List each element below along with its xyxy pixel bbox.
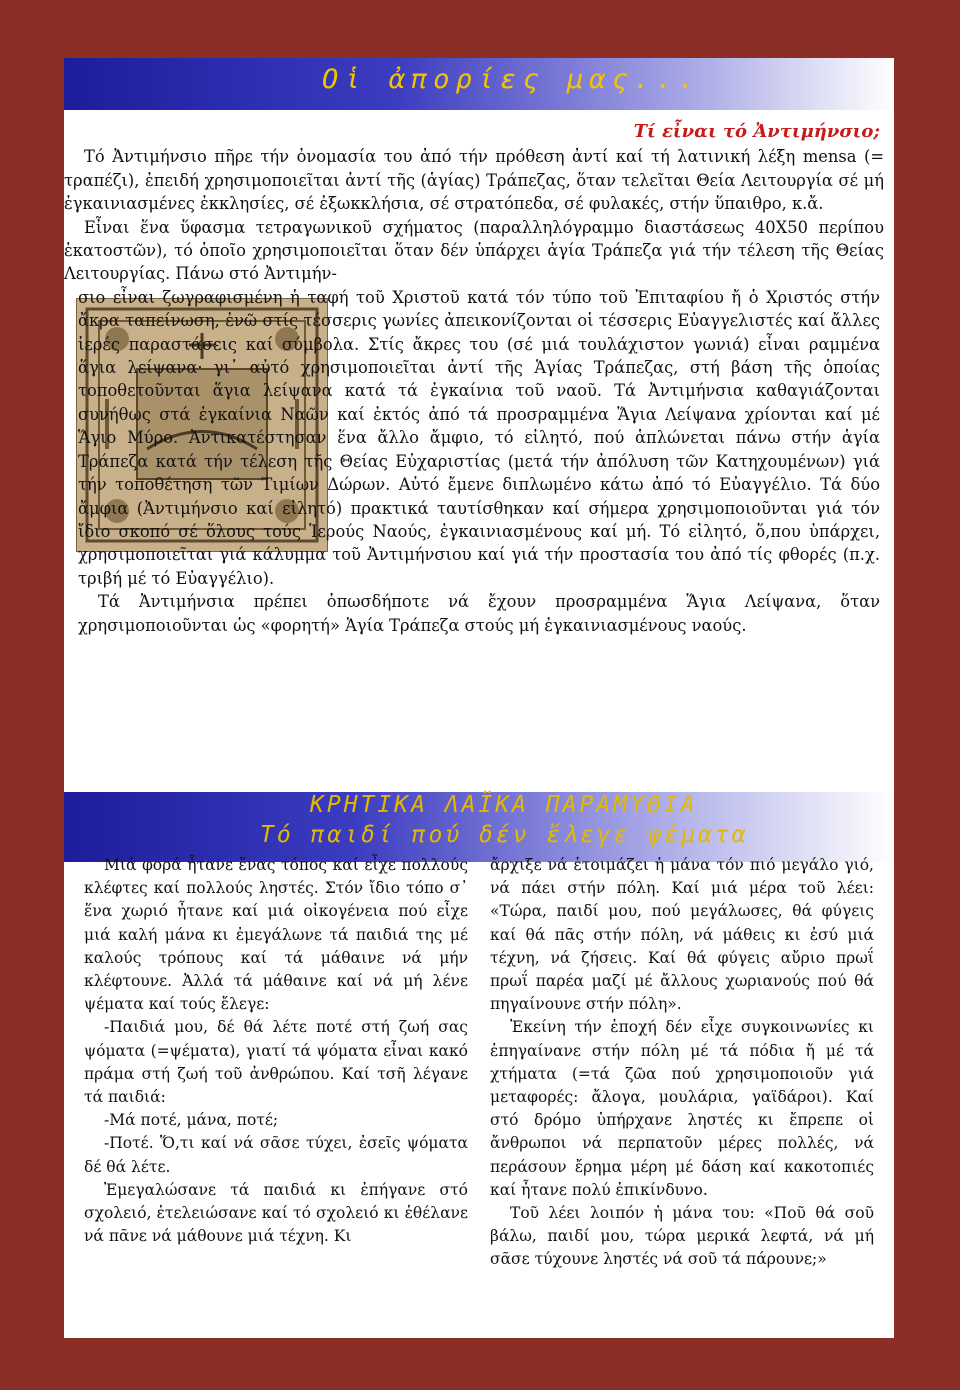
tale-right-paragraph: Ἐκείνη τήν ἐποχή δέν εἶχε συγκοινωνίες κι ἐπηγαίνανε στήν πόλη μέ τά πόδια ἤ μέ τά χτήματα (=τά ζῶα πού χρησιμοποιοῦν γιά μεταφορές: ἄλογα, μουλάρια, γαϊδάροι). Καί στό δρόμο ὑπήρχανε ληστές κι ἔπρεπε οἱ ἄνθρωποι νά περπατοῦν μέρες πολλές, νά περάσουν ἔρημα μέρη μέ δάση καί κακοτοπιές καί ἦτανε πολύ ἐπικίνδυνο.	[490, 1018, 874, 1199]
tale-left-column	[84, 854, 468, 1248]
antimension-paragraph-2b: σιο εἶναι ζωγραφισμένη ἡ ταφή τοῦ Χριστοῦ κατά τόν τύπο τοῦ Ἐπιταφίου ἤ ὁ Χριστός στήν ἄκρα ταπείνωση, ἐνῶ στίς τέσσερις γωνίες ἀπεικονίζονται οἱ τέσσερις Εὐαγγελιστές καί ἄλλες ἱερές παραστάσεις καί σύμβολα. Στίς ἄκρες του (σέ μιά τουλάχιστον γωνιά) εἶναι ραμμένα ἅγια λείψανα· γι᾽ αὐτό χρησιμοποιεῖται ἀντί τῆς Ἁγίας Τράπεζας, στή βάση τῆς ὁποίας τοποθετοῦνται ἅγια λείψανα κατά τά ἐγκαίνια τοῦ ναοῦ. Τά Ἀντιμήνσια καθαγιάζονται συνήθως στά ἐγκαίνια Ναῶν καί ἐκτός ἀπό τά προσραμμένα Ἅγια Λείψανα χρίονται καί μέ Ἅγιο Μύρο. Ἀντικατέστησαν ἕνα ἄλλο ἄμφιο, τό εἰλητό, πού ἁπλώνεται πάνω στήν ἁγία Τράπεζα κατά τήν τέλεση τῆς Θείας Εὐχαριστίας (μετά τήν ἀπόλυση τῶν Κατηχουμένων) γιά τήν τοποθέτηση τῶν Τιμίων Δώρων. Αὐτό ἔμενε διπλωμένο κάτω ἀπό τό Εὐαγγέλιο. Τά δύο ἄμφια (Ἀντιμήνσιο καί εἰλητό) πρακτικά ταυτίσθηκαν καί σήμερα χρησιμοποιοῦνται γιά τόν ἴδιο σκοπό σέ ὅλους τούς Ἱερούς Ναούς, ἐγκαινιασμένους καί μή. Τό εἰλητό, ὅ,που ὑπάρχει, χρησιμοποιεῖται γιά κάλυμμα τοῦ Ἀντιμήνσιου καί γιά τήν προστασία του ἀπό τίς φθορές (π.χ. τριβή μέ τό Εὐαγγέλιο).	[78, 287, 880, 588]
antimension-section	[64, 120, 894, 637]
tale-series-title: ΚΡΗΤΙΚΑ ΛΑΪΚΑ ΠΑΡΑΜΥΘΙΑ	[310, 792, 698, 818]
tale-left-paragraph: -Παιδιά μου, δέ θά λέτε ποτέ στή ζωή σας ψόματα (=ψέματα), γιατί τά ψόματα εἶναι κακό πράμα στή ζωή τοῦ ἀνθρώπου. Καί τσῆ λέγανε τά παιδιά:	[84, 1018, 468, 1107]
tale-left-paragraph: Ἐμεγαλώσανε τά παιδιά κι ἐπήγανε στό σχολειό, ἐτελειώσανε καί τό σχολειό κι ἐθέλανε νά πᾶνε νά μάθουνε μιά τέχνη. Κι	[84, 1180, 468, 1246]
page-title: Οἱ ἀπορίες μας...	[322, 64, 701, 95]
antimension-paragraph-2a: Εἶναι ἕνα ὕφασμα τετραγωνικοῦ σχήματος (παραλληλόγραμμο διαστάσεως 40Χ50 περίπου ἑκατοστῶν), τό ὁποῖο χρησιμοποιεῖται ὅταν δέν ὑπάρχει ἁγία Τράπεζα γιά τήν τέλεση τῆς Θείας Λειτουργίας. Πάνω στό Ἀντιμήν-	[64, 217, 884, 284]
tale-right-paragraph: ἄρχιξε νά ἑτοιμάζει ἡ μάνα τόν πιό μεγάλο γιό, νά πάει στήν πόλη. Καί μιά μέρα τοῦ λέει: «Τώρα, παιδί μου, πού μεγάλωσες, θά φύγεις καί θά πᾶς στήν πόλη, νά μάθεις κι ἐσύ μιά τέχνη, νά ζήσεις. Καί θά φύγεις αὔριο πρωΐ πρωΐ παρέα μαζί μέ ἄλλους χωριανούς πού θά πηγαίνουνε στήν πόλη».	[490, 856, 874, 1014]
tale-left-paragraph: -Μά ποτέ, μάνα, ποτέ;	[104, 1111, 279, 1130]
antimension-paragraph-1: Τό Ἀντιμήνσιο πῆρε τήν ὀνομασία του ἀπό τήν πρόθεση ἀντί καί τή λατινική λέξη mensa (= τραπέζι), ἐπειδή χρησιμοποιεῖται ἀντί τῆς (ἁγίας) Τράπεζας, ὅταν τελεῖται Θεία Λειτουργία σέ μή ἐγκαινιασμένες ἐκκλησίες, σέ ἐξωκκλήσια, σέ στρατόπεδα, σέ φυλακές, στήν ὕπαιθρο, κ.ἄ.	[64, 147, 884, 214]
tale-title: Τό παιδί πού δέν ἔλεγε ψέματα	[260, 822, 749, 848]
antimension-subtitle: Τί εἶναι τό Ἀντιμήνσιο;	[633, 121, 880, 142]
antimension-paragraph-3: Τά Ἀντιμήνσια πρέπει ὁπωσδήποτε νά ἔχουν προσραμμένα Ἅγια Λείψανα, ὅταν χρησιμοποιοῦνται ὡς «φορητή» Ἁγία Τράπεζα στούς μή ἐγκαινιασμένους ναούς.	[78, 592, 880, 635]
tale-left-paragraph: -Ποτέ. Ὅ,τι καί νά σᾶσε τύχει, ἐσεῖς ψόματα δέ θά λέτε.	[84, 1134, 468, 1176]
tale-left-paragraph: Μιά φορά ἦτανε ἕνας τόπος καί εἶχε πολλούς κλέφτες καί πολλούς ληστές. Στόν ἴδιο τόπο σ᾽ ἕνα χωριό ἦτανε καί μιά οἰκογένεια πού εἶχε μιά καλή μάνα κι ἐμεγάλωνε τά παιδιά της μέ καλούς τρόπους καί τά μάθαινε νά μήν κλέφτουνε. Ἀλλά τά μάθαινε καί νά μή λένε ψέματα καί τούς ἔλεγε:	[84, 856, 468, 1014]
page	[64, 58, 894, 1338]
tale-right-paragraph: Τοῦ λέει λοιπόν ἡ μάνα του: «Ποῦ θά σοῦ βάλω, παιδί μου, τώρα μερικά λεφτά, νά μή σᾶσε τύχουνε ληστές νά σοῦ τά πάρουνε;»	[490, 1204, 874, 1269]
tale-right-column	[490, 854, 874, 1272]
